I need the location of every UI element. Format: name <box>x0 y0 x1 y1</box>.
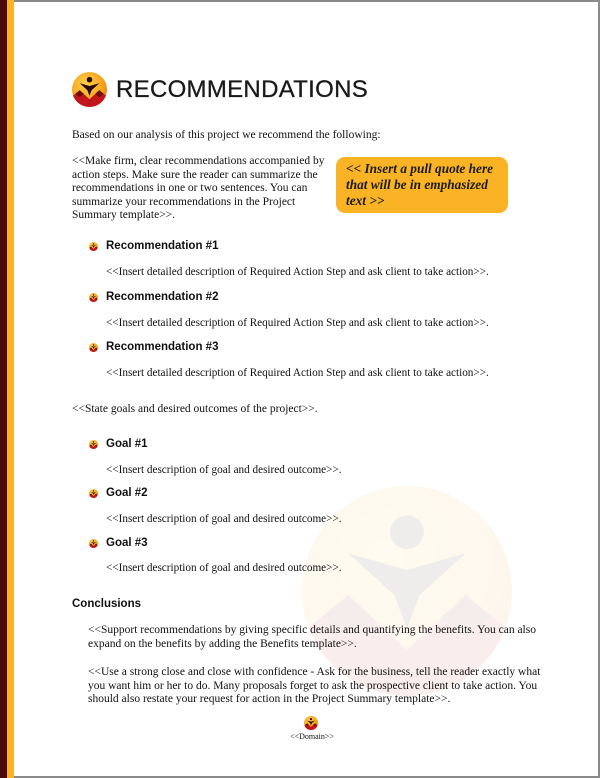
goals-intro-text: <<State goals and desired outcomes of the project>>. <box>72 403 318 415</box>
goal-title: Goal #3 <box>106 537 148 549</box>
conclusions-paragraph: <<Support recommendations by giving specific details and quantifying the benefits. You can also expand on the benefits by adding the Benefits template>>. <box>88 624 536 650</box>
person-sun-bullet-icon <box>89 440 98 449</box>
goal-heading <box>89 487 148 499</box>
recommendation-description: <<Insert detailed description of Required Action Step and ask client to take action>>. <box>106 317 489 329</box>
recommendations-paragraph: <<Make firm, clear recommendations accompanied by action steps. Make sure the reader can summarize the recommendations in one or two sentences. You can summarize your recommendations in the Project Summary template>>. <box>72 155 325 221</box>
footer-logo-icon <box>304 716 318 730</box>
recommendation-description: <<Insert detailed description of Required Action Step and ask client to take action>>. <box>106 367 489 379</box>
person-sun-bullet-icon <box>89 293 98 302</box>
person-sun-bullet-icon <box>89 343 98 352</box>
goal-description: <<Insert description of goal and desired outcome>>. <box>106 464 342 476</box>
person-sun-bullet-icon <box>89 539 98 548</box>
page-title: RECOMMENDATIONS <box>116 75 369 103</box>
left-accent-bar-gold <box>7 0 14 778</box>
left-accent-bar-dark <box>0 0 7 778</box>
goal-heading <box>89 438 148 450</box>
page-header <box>72 72 368 107</box>
recommendation-title: Recommendation #2 <box>106 291 219 303</box>
recommendation-description: <<Insert detailed description of Required Action Step and ask client to take action>>. <box>106 266 489 278</box>
recommendation-heading <box>89 291 218 303</box>
person-sun-logo-icon <box>72 72 107 107</box>
recommendation-heading <box>89 240 218 252</box>
goal-title: Goal #1 <box>106 438 148 450</box>
conclusions-paragraph: <<Use a strong close and close with confidence - Ask for the business, tell the reader exactly what you want him or her to do. Many proposals forget to ask the prospective client to take action. You should also restate your request for action in the Project Summary template>>. <box>88 666 541 705</box>
goal-description: <<Insert description of goal and desired outcome>>. <box>106 513 342 525</box>
goal-title: Goal #2 <box>106 487 148 499</box>
recommendation-title: Recommendation #3 <box>106 341 219 353</box>
recommendation-title: Recommendation #1 <box>106 240 219 252</box>
recommendation-heading <box>89 341 218 353</box>
goal-description: <<Insert description of goal and desired outcome>>. <box>106 562 342 574</box>
person-sun-bullet-icon <box>89 489 98 498</box>
conclusions-heading: Conclusions <box>72 598 142 610</box>
footer-domain: <<Domain>> <box>290 732 334 741</box>
goal-heading <box>89 537 148 549</box>
person-sun-bullet-icon <box>89 242 98 251</box>
intro-text: Based on our analysis of this project we recommend the following: <box>72 129 381 141</box>
pull-quote: << Insert a pull quote here that will be in emphasized text >> <box>336 157 508 213</box>
